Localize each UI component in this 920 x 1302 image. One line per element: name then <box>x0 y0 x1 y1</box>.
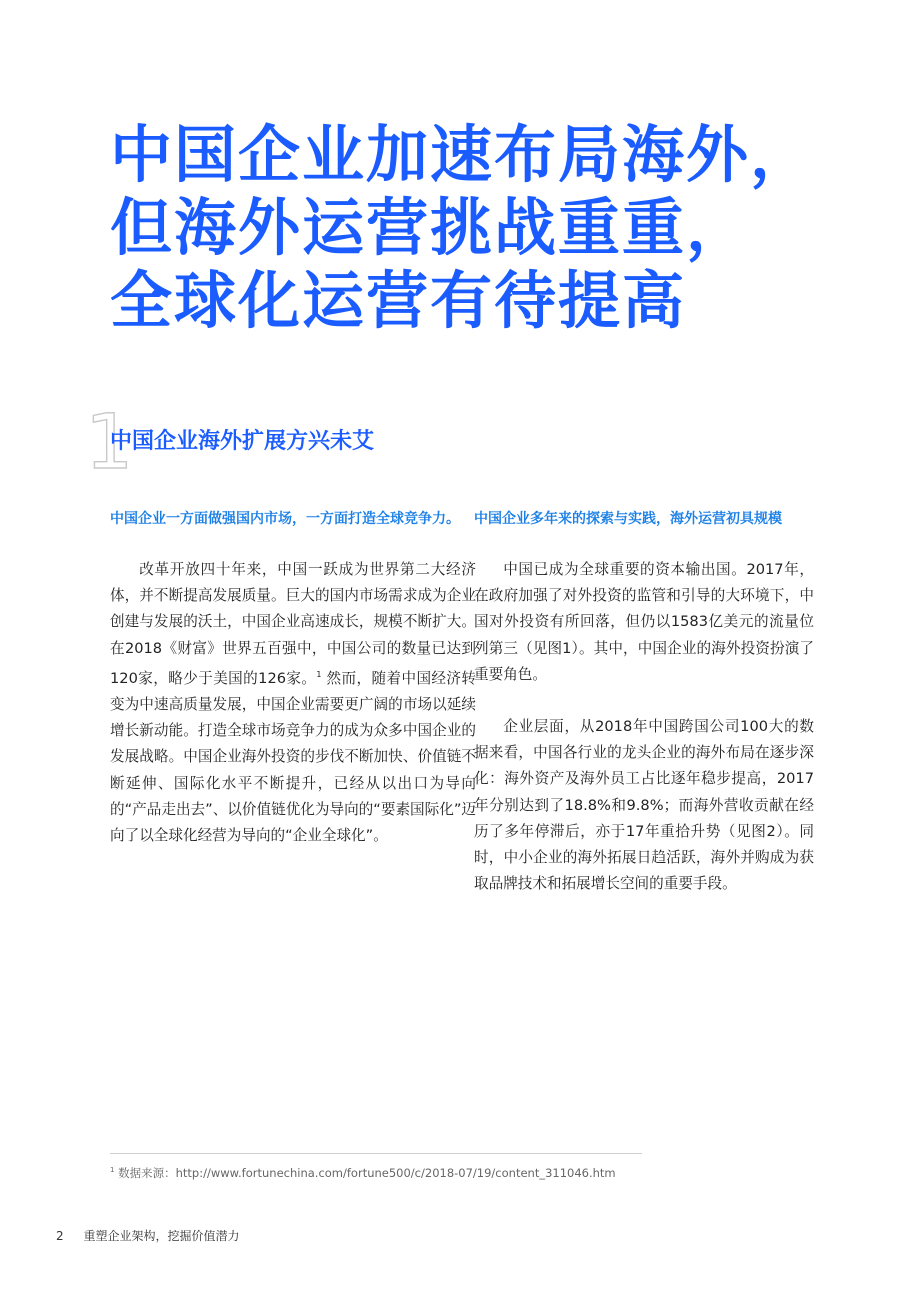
right-paragraph-2: 企业层面，从2018年中国跨国公司100大的数据来看，中国各行业的龙头企业的海外布局在逐步深化：海外资产及海外员工占比逐年稳步提高，2017年分别达到了18.8%和9.8%；而海外营收贡献在经历了多年停滞后，亦于17年重拾升势（见图2）。同时，中小企业的海外拓展日趋活跃，海外并购成为获取品牌技术和拓展增长空间的重要手段。 <box>474 718 814 893</box>
section-heading: 中国企业海外扩展方兴未艾 <box>110 429 375 454</box>
left-paragraph-1-text-b: 然而，随着中国经济转变为中速高质量发展，中国企业需要更广阔的市场以延续增长新动能。打造全球市场竞争力的成为众多中国企业的发展战略。中国企业海外投资的步伐不断加快、价值链不断延伸、国际化水平不断提升，已经从以出口为导向的“产品走出去”、以价值链优化为导向的“要素国际化”迈向了以全球化经营为导向的“企业全球化”。 <box>110 669 477 845</box>
footnote-divider <box>110 1153 642 1154</box>
footnote-text: 数据来源：http://www.fortunechina.com/fortune500/c/2018-07/19/content_311046.htm <box>114 1166 616 1180</box>
title-line-2: 但海外运营挑战重重， <box>110 191 751 264</box>
footnote-number: 1 <box>110 1166 115 1174</box>
page-title <box>110 118 850 337</box>
page-number: 2 <box>56 1229 64 1243</box>
footnote-reference: 1 <box>316 669 322 679</box>
footer-doc-title: 重塑企业架构，挖掘价值潜力 <box>83 1229 240 1243</box>
right-column-subhead: 中国企业多年来的探索与实践，海外运营初具规模 <box>474 511 782 527</box>
section-number: 1 <box>85 397 134 486</box>
left-paragraph-1 <box>110 557 476 849</box>
title-line-3: 全球化运营有待提高 <box>110 264 687 337</box>
right-paragraph-1: 中国已成为全球重要的资本输出国。2017年，在政府加强了对外投资的监管和引导的大环境下，中国对外投资有所回落，但仍以1583亿美元的流量位列第三（见图1）。其中，中国企业的海外投资扮演了重要角色。 <box>474 561 814 683</box>
left-column-subhead: 中国企业一方面做强国内市场，一方面打造全球竞争力。 <box>110 511 460 527</box>
title-line-1: 中国企业加速布局海外， <box>110 118 815 191</box>
page-footer <box>56 1226 239 1246</box>
left-paragraph-1-text-a: 改革开放四十年来，中国一跃成为世界第二大经济体，并不断提高发展质量。巨大的国内市场需求成为企业创建与发展的沃土，中国企业高速成长，规模不断扩大。在2018《财富》世界五百强中，中国公司的数量已达到120家，略少于美国的126家。 <box>110 561 476 687</box>
left-column <box>110 506 476 875</box>
right-column <box>474 506 814 923</box>
footnote <box>110 1161 616 1182</box>
